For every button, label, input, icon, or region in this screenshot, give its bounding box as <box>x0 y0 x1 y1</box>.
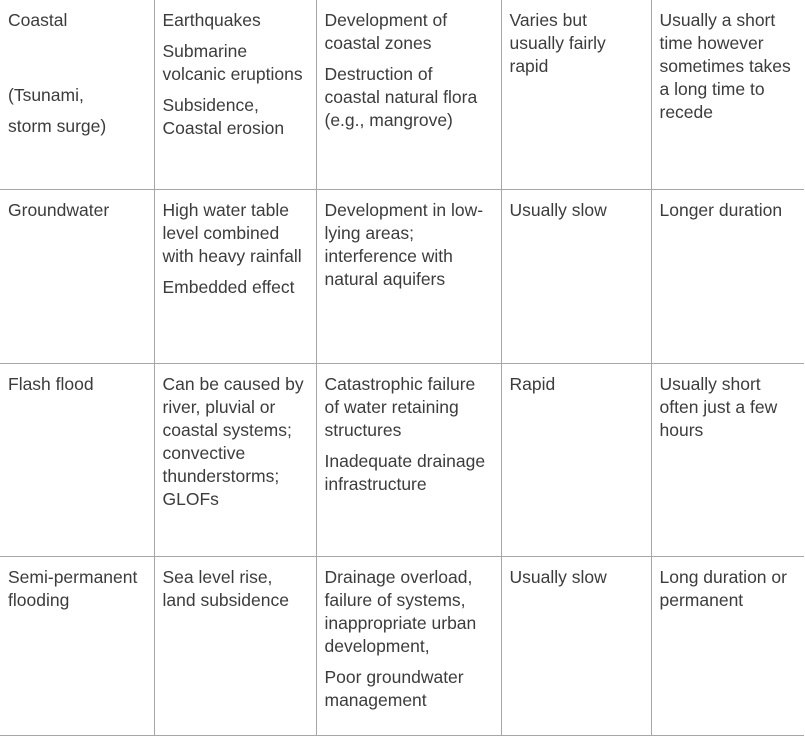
human-factor-text: Catastrophic failure of water retaining structures <box>324 373 476 440</box>
cause-text: Submarine volcanic eruptions <box>162 41 303 84</box>
cell-duration <box>651 556 804 735</box>
duration-text: Usually a short time however sometimes takes a long time to recede <box>659 10 791 122</box>
onset-text: Varies but usually fairly rapid <box>509 10 606 76</box>
flood-type-label: Semi-permanent flooding <box>8 566 138 610</box>
cell-duration <box>651 363 804 556</box>
human-factor-text: Destruction of coastal natural flora (e.g., mangrove) <box>324 64 478 130</box>
flood-type-note: (Tsunami, <box>8 85 84 105</box>
flood-type-label: Coastal <box>8 10 68 30</box>
human-factor-text: Drainage overload, failure of systems, inappropriate urban development, <box>324 566 477 656</box>
table-row-coastal <box>0 0 804 189</box>
cell-duration <box>651 0 804 189</box>
cell-causes <box>154 189 316 363</box>
onset-text: Rapid <box>509 373 556 394</box>
cell-duration <box>651 189 804 363</box>
human-factor-text: Development of coastal zones <box>324 10 448 53</box>
cell-onset <box>501 556 651 735</box>
cell-human-factors <box>316 0 501 189</box>
cause-text: Sea level rise, land subsidence <box>162 566 289 610</box>
flood-type-note: storm surge) <box>8 116 107 136</box>
flood-type-label: Groundwater <box>8 199 110 220</box>
cell-onset <box>501 0 651 189</box>
cause-text: Embedded effect <box>162 276 295 297</box>
cell-flood-type <box>0 189 154 363</box>
cell-causes <box>154 556 316 735</box>
cell-flood-type <box>0 363 154 556</box>
cell-flood-type <box>0 0 154 189</box>
cell-causes <box>154 363 316 556</box>
flood-type-label: Flash flood <box>8 373 94 394</box>
cell-onset <box>501 363 651 556</box>
human-factor-text: Development in low-lying areas; interference with natural aquifers <box>324 199 484 289</box>
onset-text: Usually slow <box>509 199 607 220</box>
cell-causes <box>154 0 316 189</box>
cause-text: Subsidence, Coastal erosion <box>162 95 285 138</box>
human-factor-text: Inadequate drainage infrastructure <box>324 450 486 494</box>
cause-text: Earthquakes <box>162 10 261 30</box>
human-factor-text: Poor groundwater management <box>324 666 464 710</box>
table-row-groundwater <box>0 189 804 363</box>
cell-flood-type <box>0 556 154 735</box>
cell-human-factors <box>316 363 501 556</box>
cause-text: Can be caused by river, pluvial or coastal systems; convective thunderstorms; GLOFs <box>162 373 304 509</box>
onset-text: Usually slow <box>509 566 607 587</box>
table-row-flash-flood <box>0 363 804 556</box>
table-row-semi-permanent <box>0 556 804 735</box>
duration-text: Longer duration <box>659 199 783 220</box>
cell-onset <box>501 189 651 363</box>
duration-text: Usually short often just a few hours <box>659 373 778 440</box>
duration-text: Long duration or permanent <box>659 566 787 610</box>
cause-text: High water table level combined with heavy rainfall <box>162 199 302 266</box>
cell-human-factors <box>316 556 501 735</box>
cell-human-factors <box>316 189 501 363</box>
